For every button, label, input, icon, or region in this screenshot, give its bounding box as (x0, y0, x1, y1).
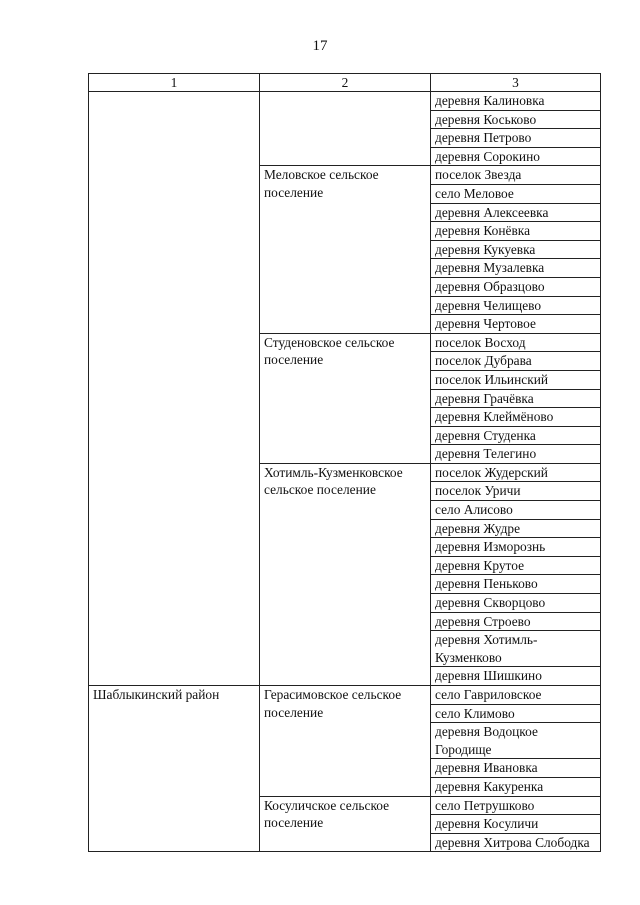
locality-cell: деревня Челищево (431, 296, 601, 315)
locality-cell: село Климово (431, 704, 601, 723)
settlement-cell: Хотимль-Кузменковское сельское поселение (260, 463, 431, 685)
settlement-cell (260, 92, 431, 166)
locality-cell: деревня Конёвка (431, 222, 601, 241)
header-row (89, 74, 601, 92)
locality-cell: деревня Грачёвка (431, 389, 601, 408)
locality-cell: деревня Чертовое (431, 315, 601, 334)
locality-cell: деревня Клеймёново (431, 408, 601, 427)
settlements-table (88, 73, 601, 852)
locality-cell: село Петрушково (431, 796, 601, 815)
locality-cell: деревня Петрово (431, 129, 601, 148)
locality-cell: деревня Образцово (431, 277, 601, 296)
locality-cell: поселок Звезда (431, 166, 601, 185)
settlement-cell: Герасимовское сельское поселение (260, 686, 431, 797)
locality-cell: деревня Жудре (431, 519, 601, 538)
locality-cell: деревня Студенка (431, 426, 601, 445)
table-row (89, 92, 601, 111)
column-header-2: 2 (260, 74, 431, 92)
locality-cell: деревня Кукуевка (431, 240, 601, 259)
locality-cell: деревня Шишкино (431, 667, 601, 686)
locality-cell: деревня Строево (431, 612, 601, 631)
locality-cell: деревня Водоцкое Городище (431, 723, 601, 759)
column-header-3: 3 (431, 74, 601, 92)
locality-cell: деревня Скворцово (431, 594, 601, 613)
district-cell (89, 92, 260, 686)
locality-cell: деревня Крутое (431, 556, 601, 575)
locality-cell: деревня Калиновка (431, 92, 601, 111)
locality-cell: деревня Сорокино (431, 147, 601, 166)
locality-cell: поселок Восход (431, 333, 601, 352)
locality-cell: деревня Алексеевка (431, 203, 601, 222)
locality-cell: деревня Хотимль-Кузменково (431, 631, 601, 667)
locality-cell: деревня Музалевка (431, 259, 601, 278)
locality-cell: деревня Хитрова Слободка (431, 833, 601, 852)
settlement-cell: Студеновское сельское поселение (260, 333, 431, 463)
settlement-cell: Косуличское сельское поселение (260, 796, 431, 852)
locality-cell: деревня Коськово (431, 110, 601, 129)
locality-cell: поселок Уричи (431, 482, 601, 501)
column-header-1: 1 (89, 74, 260, 92)
locality-cell: деревня Пеньково (431, 575, 601, 594)
locality-cell: поселок Дубрава (431, 352, 601, 371)
district-cell: Шаблыкинский район (89, 686, 260, 852)
locality-cell: село Гавриловское (431, 686, 601, 705)
locality-cell: деревня Косуличи (431, 815, 601, 834)
table-row (89, 686, 601, 705)
page-number: 17 (312, 38, 328, 54)
settlement-cell: Меловское сельское поселение (260, 166, 431, 333)
locality-cell: поселок Жудерский (431, 463, 601, 482)
locality-cell: деревня Изморознь (431, 538, 601, 557)
locality-cell: деревня Ивановка (431, 759, 601, 778)
locality-cell: деревня Какуренка (431, 777, 601, 796)
locality-cell: поселок Ильинский (431, 370, 601, 389)
table-body (89, 92, 601, 852)
locality-cell: деревня Телегино (431, 445, 601, 464)
locality-cell: село Алисово (431, 501, 601, 520)
table-header (89, 74, 601, 92)
locality-cell: село Меловое (431, 184, 601, 203)
